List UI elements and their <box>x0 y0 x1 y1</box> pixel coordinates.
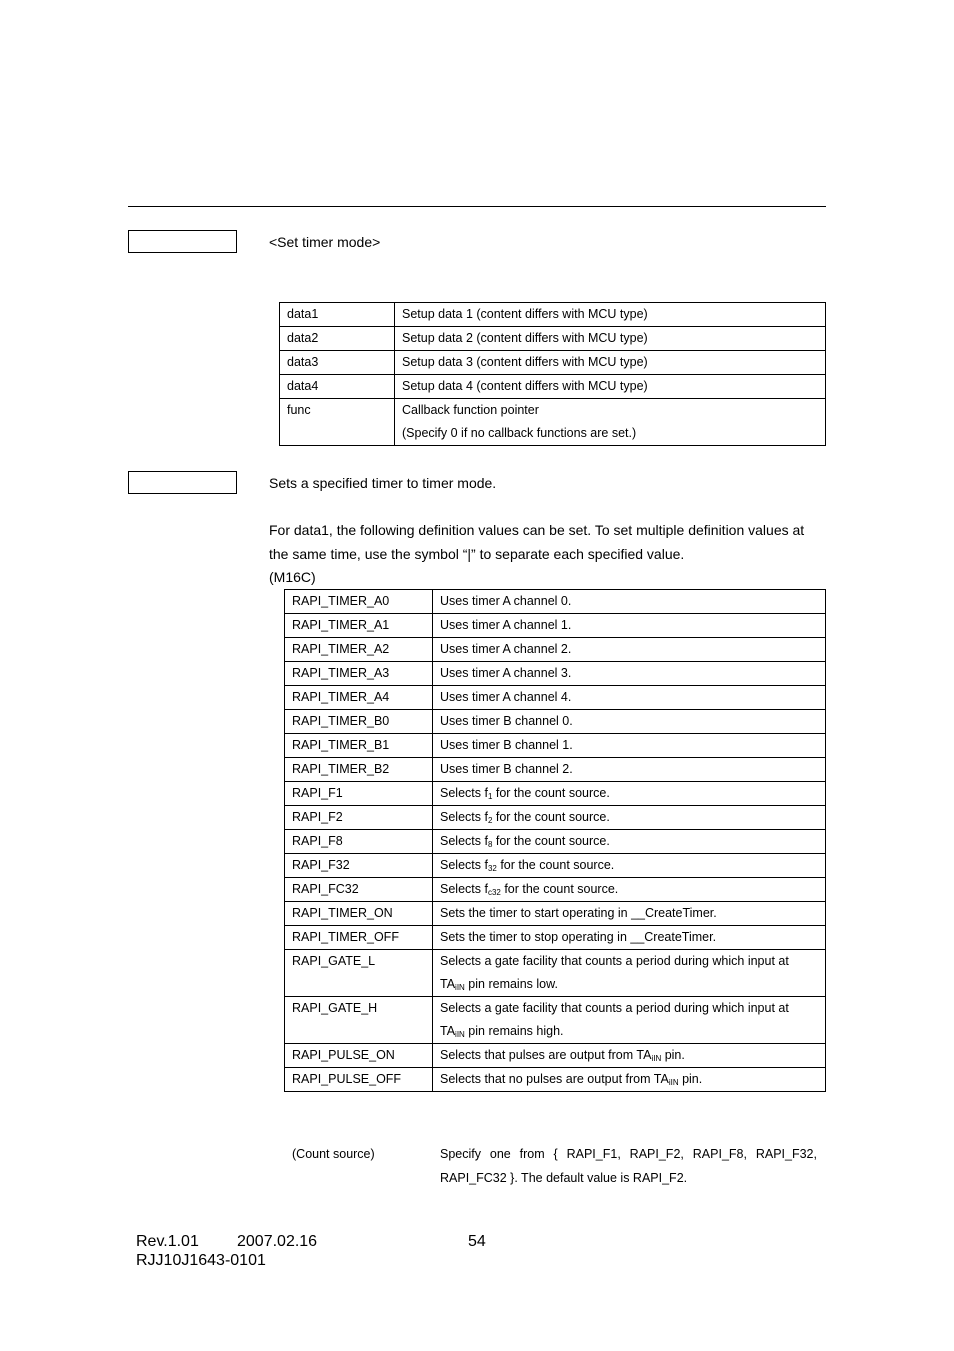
definition-name: RAPI_TIMER_B0 <box>285 710 433 734</box>
definition-name: RAPI_FC32 <box>285 878 433 902</box>
param-row <box>280 375 826 399</box>
definition-description-line <box>440 782 818 805</box>
parameter-table <box>279 302 826 446</box>
definition-name: RAPI_PULSE_ON <box>285 1044 433 1068</box>
definition-description-text: Uses timer A channel 0. <box>440 594 572 608</box>
definition-row <box>285 662 826 686</box>
definition-description-text: Sets the timer to stop operating in __CreateTimer. <box>440 930 717 944</box>
param-description-text: Setup data 3 (content differs with MCU type) <box>402 355 648 369</box>
param-description-text: Callback function pointer <box>402 403 539 417</box>
footer-revision: Rev.1.01 <box>136 1233 199 1250</box>
definition-description <box>433 734 826 758</box>
definition-row <box>285 806 826 830</box>
param-description <box>395 375 826 399</box>
definition-name: RAPI_TIMER_A4 <box>285 686 433 710</box>
definition-description-line <box>440 878 818 901</box>
definition-name: RAPI_F1 <box>285 782 433 806</box>
definition-description-line <box>440 1020 818 1043</box>
description-label-box <box>128 471 237 494</box>
definition-text-pre: Selects that no pulses are output from TA <box>440 1072 669 1086</box>
header-rule <box>128 206 826 207</box>
definition-table <box>284 589 826 1092</box>
param-description <box>395 303 826 327</box>
definition-text-post: pin remains high. <box>464 1024 564 1038</box>
definition-subscript: iIN <box>651 1054 662 1063</box>
definition-name: RAPI_TIMER_OFF <box>285 926 433 950</box>
definition-description <box>433 758 826 782</box>
param-name: func <box>280 399 395 446</box>
param-description-text: Setup data 4 (content differs with MCU type) <box>402 379 648 393</box>
definition-text-post: pin. <box>661 1048 685 1062</box>
definition-subscript: 1 <box>487 792 493 801</box>
definition-name: RAPI_TIMER_A3 <box>285 662 433 686</box>
definition-description-line <box>440 830 818 853</box>
param-description <box>395 351 826 375</box>
definition-description-text: Uses timer A channel 2. <box>440 642 572 656</box>
definition-description <box>433 830 826 854</box>
definition-row <box>285 638 826 662</box>
definition-row <box>285 902 826 926</box>
definition-subscript: 32 <box>487 864 497 873</box>
definition-row <box>285 854 826 878</box>
definition-subscript: iIN <box>455 983 465 992</box>
param-name: data1 <box>280 303 395 327</box>
definition-name: RAPI_GATE_H <box>285 997 433 1044</box>
param-row <box>280 303 826 327</box>
definition-row <box>285 758 826 782</box>
definition-row <box>285 686 826 710</box>
count-source-line1-text: Specify one from { RAPI_F1, RAPI_F2, RAPI_F8, RAPI_F32, <box>440 1147 817 1161</box>
definition-description <box>433 878 826 902</box>
definition-description-text: Uses timer B channel 1. <box>440 738 573 752</box>
param-row <box>280 399 826 446</box>
definition-text-post: for the count source. <box>492 810 610 824</box>
data1-intro-line2: the same time, use the symbol “|” to separate each specified value. <box>269 546 685 562</box>
definition-row <box>285 614 826 638</box>
param-description-note: (Specify 0 if no callback functions are set.) <box>402 426 637 440</box>
definition-row <box>285 878 826 902</box>
definition-description <box>433 614 826 638</box>
definition-description-line <box>440 806 818 829</box>
param-description-text: Setup data 1 (content differs with MCU type) <box>402 307 648 321</box>
definition-description <box>433 782 826 806</box>
definition-description <box>433 686 826 710</box>
param-description <box>395 399 826 446</box>
definition-description-text: Uses timer A channel 3. <box>440 666 572 680</box>
definition-description <box>433 710 826 734</box>
definition-description <box>433 926 826 950</box>
definition-name: RAPI_PULSE_OFF <box>285 1068 433 1092</box>
param-name: data3 <box>280 351 395 375</box>
mcu-label: (M16C) <box>269 569 316 585</box>
definition-description-line <box>440 1068 818 1091</box>
definition-name: RAPI_TIMER_ON <box>285 902 433 926</box>
definition-description-line <box>440 1044 818 1067</box>
definition-row <box>285 950 826 997</box>
footer-page-number: 54 <box>468 1233 486 1250</box>
definition-description-text: Sets the timer to start operating in __CreateTimer. <box>440 906 717 920</box>
definition-text-post: pin. <box>678 1072 703 1086</box>
param-row <box>280 327 826 351</box>
definition-name: RAPI_TIMER_A2 <box>285 638 433 662</box>
description-text: Sets a specified timer to timer mode. <box>269 475 497 491</box>
param-description-text: Setup data 2 (content differs with MCU type) <box>402 331 648 345</box>
definition-description <box>433 902 826 926</box>
definition-row <box>285 1044 826 1068</box>
definition-text-pre: Selects f <box>440 810 488 824</box>
definition-name: RAPI_TIMER_B2 <box>285 758 433 782</box>
definition-name: RAPI_GATE_L <box>285 950 433 997</box>
definition-row <box>285 734 826 758</box>
definition-description <box>433 590 826 614</box>
definition-text-post: for the count source. <box>500 882 619 896</box>
definition-text-pre: Selects that pulses are output from TA <box>440 1048 652 1062</box>
count-source-label: (Count source) <box>292 1147 375 1161</box>
definition-text-pre: TA <box>440 1024 456 1038</box>
definition-subscript: iIN <box>668 1078 679 1087</box>
definition-description <box>433 806 826 830</box>
definition-row <box>285 830 826 854</box>
definition-text-post: for the count source. <box>492 786 610 800</box>
definition-subscript: c32 <box>487 888 501 897</box>
definition-row <box>285 1068 826 1092</box>
param-description <box>395 327 826 351</box>
definition-text-post: for the count source. <box>496 858 615 872</box>
data1-intro-line1: For data1, the following definition values can be set. To set multiple definition values at <box>269 522 805 538</box>
definition-subscript: 2 <box>487 816 493 825</box>
definition-text-pre: TA <box>440 977 456 991</box>
definition-description <box>433 997 826 1044</box>
definition-description-text: Uses timer A channel 1. <box>440 618 572 632</box>
definition-subscript: 8 <box>487 840 493 849</box>
definition-description-line <box>440 854 818 877</box>
definition-description <box>433 854 826 878</box>
definition-subscript: iIN <box>455 1030 465 1039</box>
param-row <box>280 351 826 375</box>
definition-name: RAPI_TIMER_B1 <box>285 734 433 758</box>
definition-text-pre: Selects f <box>440 882 488 896</box>
definition-row <box>285 782 826 806</box>
definition-text-pre: Selects f <box>440 858 488 872</box>
definition-row <box>285 590 826 614</box>
definition-row <box>285 710 826 734</box>
footer-date: 2007.02.16 <box>237 1233 318 1250</box>
mode-title: <Set timer mode> <box>269 234 381 250</box>
param-name: data2 <box>280 327 395 351</box>
definition-description <box>433 638 826 662</box>
definition-name: RAPI_TIMER_A1 <box>285 614 433 638</box>
definition-text-post: for the count source. <box>492 834 610 848</box>
definition-description-text: Selects a gate facility that counts a period during which input at <box>440 954 789 968</box>
definition-row <box>285 997 826 1044</box>
definition-row <box>285 926 826 950</box>
count-source-line2: RAPI_FC32 }. The default value is RAPI_F2. <box>440 1171 688 1185</box>
footer-document-id: RJJ10J1643-0101 <box>136 1252 266 1269</box>
definition-text-pre: Selects f <box>440 786 488 800</box>
definition-name: RAPI_F32 <box>285 854 433 878</box>
param-name: data4 <box>280 375 395 399</box>
definition-description-text: Selects a gate facility that counts a period during which input at <box>440 1001 789 1015</box>
definition-description-text: Uses timer A channel 4. <box>440 690 572 704</box>
definition-description <box>433 1068 826 1092</box>
definition-description <box>433 662 826 686</box>
definition-description-text: Uses timer B channel 2. <box>440 762 573 776</box>
definition-description-text: Uses timer B channel 0. <box>440 714 573 728</box>
definition-text-pre: Selects f <box>440 834 488 848</box>
definition-name: RAPI_F2 <box>285 806 433 830</box>
definition-name: RAPI_TIMER_A0 <box>285 590 433 614</box>
definition-name: RAPI_F8 <box>285 830 433 854</box>
definition-description <box>433 950 826 997</box>
definition-description-line <box>440 973 818 996</box>
function-label-box <box>128 230 237 253</box>
count-source-line1 <box>440 1142 817 1166</box>
definition-text-post: pin remains low. <box>464 977 558 991</box>
definition-description <box>433 1044 826 1068</box>
